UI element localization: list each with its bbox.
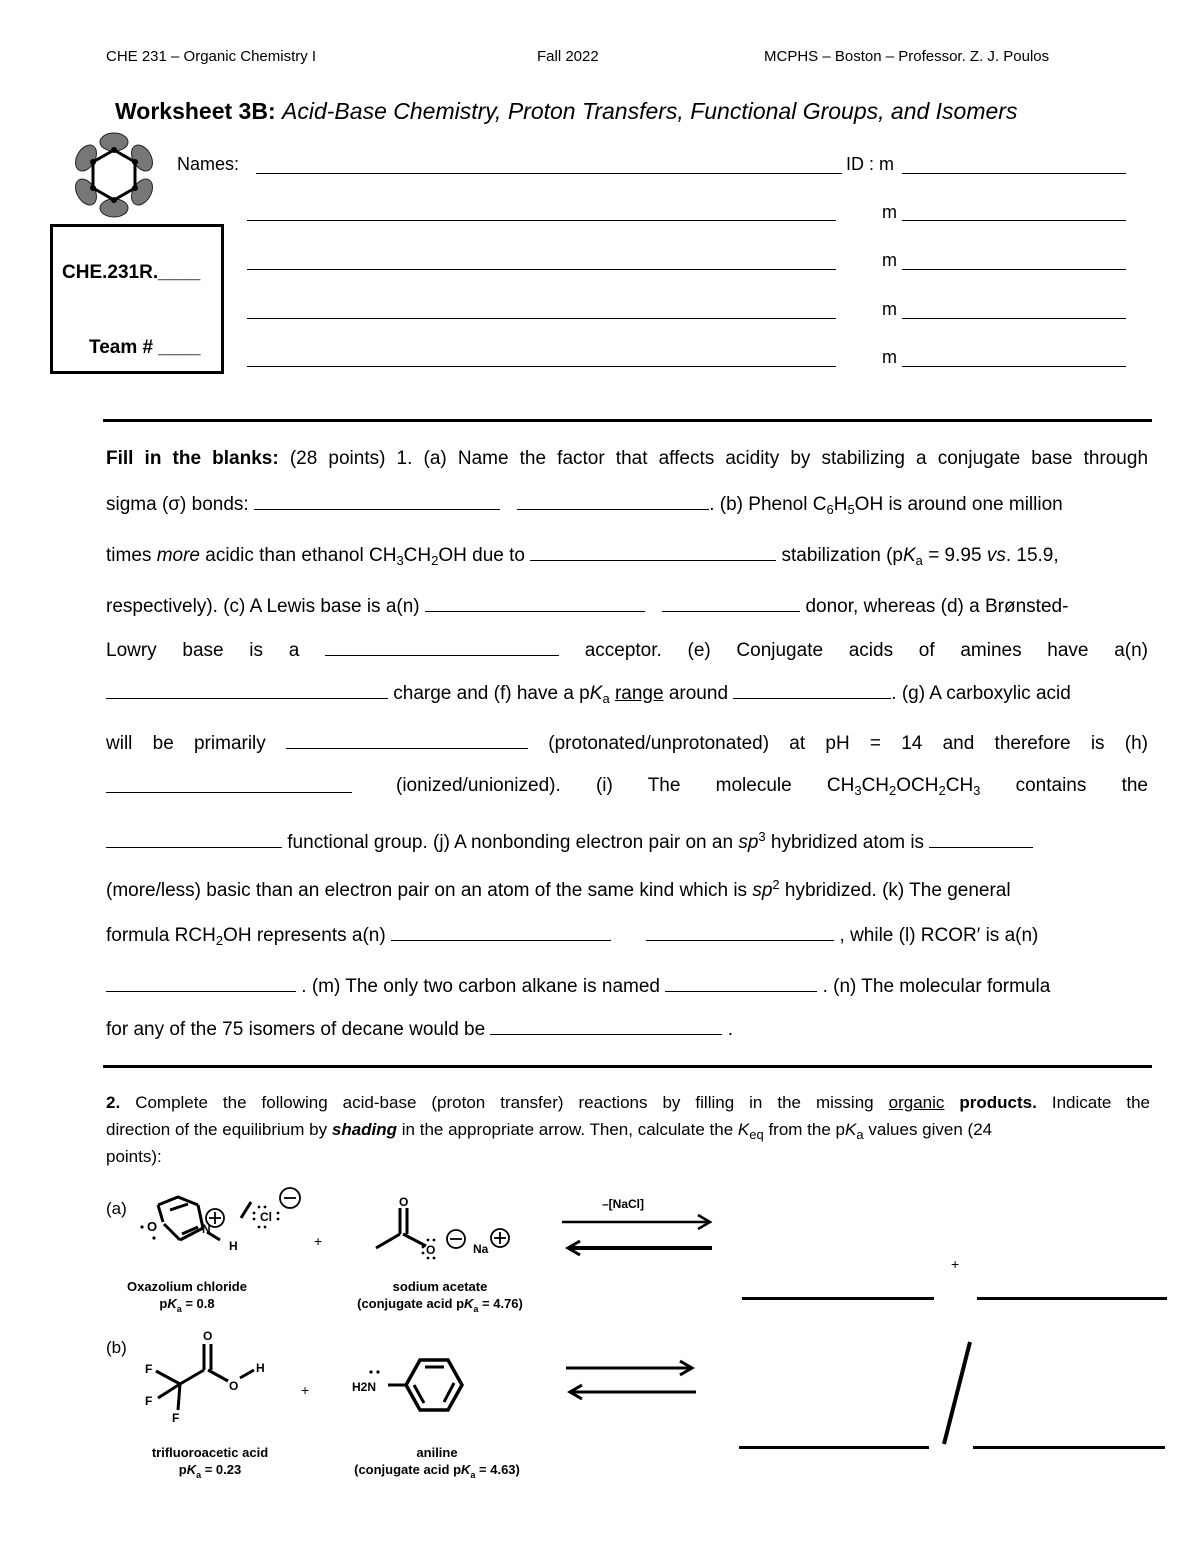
name-field-3[interactable] xyxy=(247,269,836,270)
id-field-2[interactable] xyxy=(902,220,1126,221)
q2-instructions: 2. Complete the following acid-base (proton transfer) reactions by filling in the missing organic products. Indicate the direction of the equilibrium by shading in the appropriate arrow. Then, calculate the $K_{eq}$ from the $pK_a$ values given (24 points): xyxy=(106,1093,1151,1166)
title-bold: Worksheet 3B xyxy=(115,98,268,124)
id-label: ID : m xyxy=(846,154,894,174)
svg-text:Na: Na xyxy=(473,1242,489,1256)
blank-l[interactable] xyxy=(106,974,296,992)
svg-text:F: F xyxy=(172,1411,180,1425)
svg-text:N: N xyxy=(202,1222,211,1236)
team-label[interactable]: Team # ____ xyxy=(89,337,201,358)
id-field-3[interactable] xyxy=(902,269,1126,270)
svg-text:H2N: H2N xyxy=(352,1380,377,1394)
svg-text:H: H xyxy=(256,1361,265,1375)
section-team-box xyxy=(50,224,224,374)
name-field-4[interactable] xyxy=(247,318,836,319)
aniline-label: aniline (conjugate acid $pK_a = 4.63$) xyxy=(354,1445,520,1480)
plus-b: + xyxy=(301,1382,310,1398)
blank-j[interactable] xyxy=(929,830,1033,848)
oxazolium-chloride-structure xyxy=(128,1180,308,1260)
reaction-a-label: (a) xyxy=(106,1199,127,1218)
q1-line-1: Fill in the blanks: (28 points) 1. (a) Name the factor that affects acidity by stabilizing a conjugate base through xyxy=(106,448,1149,469)
blank-e[interactable] xyxy=(106,681,388,699)
slash-separator-icon xyxy=(936,1338,976,1448)
q1-line-5: Lowry base is a acceptor. (e) Conjugate acids of amines have a(n) xyxy=(106,640,1148,661)
svg-text:O: O xyxy=(147,1219,158,1234)
blank-a1[interactable] xyxy=(254,492,500,510)
svg-text:F: F xyxy=(145,1362,153,1376)
trifluoroacetic-acid-structure xyxy=(140,1326,280,1426)
q1-line-8: (ionized/unionized). (i) The molecule $CH_3CH_2OCH_2CH_3$ contains the xyxy=(106,775,1148,799)
blank-m[interactable] xyxy=(665,974,817,992)
q1-line-4: respectively). (c) A Lewis base is a(n) donor, whereas (d) a Brønsted- xyxy=(106,596,1069,617)
product-blank-a2[interactable] xyxy=(977,1297,1167,1300)
oxazolium-label: Oxazolium chloride $pK_a = 0.8$ xyxy=(127,1279,247,1314)
blank-n2[interactable] xyxy=(548,1017,606,1035)
q1-line-3: times more acidic than ethanol $CH_3CH_2OH$ due to stabilization ($pK_a = 9.95$ vs. 15.9, xyxy=(106,545,1059,568)
divider-1 xyxy=(103,419,1152,422)
equilibrium-arrows-a[interactable] xyxy=(560,1212,720,1256)
blank-f[interactable] xyxy=(733,681,891,699)
blank-a2[interactable] xyxy=(517,492,709,510)
header-course: CHE 231 – Organic Chemistry I xyxy=(106,48,317,65)
blank-g[interactable] xyxy=(286,731,528,749)
product-blank-a1[interactable] xyxy=(742,1297,934,1300)
reaction-b-label: (b) xyxy=(106,1338,127,1357)
blank-c1[interactable] xyxy=(425,594,645,612)
id-prefix-4: m xyxy=(882,299,897,319)
svg-text:F: F xyxy=(145,1394,153,1408)
title-sep: : xyxy=(267,98,276,124)
q1-line-2: sigma (σ) bonds: . (b) Phenol $C_6H_5OH$ is around one million xyxy=(106,494,1063,517)
q1-line-7: will be primarily (protonated/unprotonated) at pH = 14 and therefore is (h) xyxy=(106,733,1149,754)
blank-d[interactable] xyxy=(325,638,559,656)
header-school: MCPHS – Boston – Professor. Z. J. Poulos xyxy=(764,48,1050,65)
aniline-structure xyxy=(348,1350,478,1420)
blank-n4[interactable] xyxy=(664,1017,722,1035)
blank-i[interactable] xyxy=(106,830,282,848)
equilibrium-arrows-b[interactable] xyxy=(560,1358,705,1400)
trifluoroacetic-label: trifluoroacetic acid $pK_a = 0.23$ xyxy=(151,1445,269,1480)
worksheet-title xyxy=(115,98,1017,125)
id-field-5[interactable] xyxy=(902,366,1126,367)
header-term: Fall 2022 xyxy=(537,48,599,65)
q1-line-12: . (m) The only two carbon alkane is named . (n) The molecular formula xyxy=(106,974,1148,998)
product-blank-b1[interactable] xyxy=(739,1446,929,1449)
sodium-acetate-structure xyxy=(370,1190,520,1260)
q1-line-11: formula $RCH_2OH$ represents a(n) , while (l) RCOR′ is a(n) xyxy=(106,925,1039,948)
id-field-1[interactable] xyxy=(902,173,1126,174)
plus-a: + xyxy=(314,1233,323,1249)
name-field-2[interactable] xyxy=(247,220,836,221)
svg-text:H: H xyxy=(229,1239,238,1253)
q1-line-6: charge and (f) have a $pK_a$ range around . (g) A carboxylic acid xyxy=(106,681,1148,705)
svg-text:O: O xyxy=(399,1195,409,1209)
name-field-5[interactable] xyxy=(247,366,836,367)
svg-text:O: O xyxy=(203,1329,213,1343)
id-prefix-3: m xyxy=(882,250,897,270)
blank-h[interactable] xyxy=(106,775,352,793)
svg-text:Cl: Cl xyxy=(260,1210,272,1224)
blank-n1[interactable] xyxy=(490,1017,548,1035)
title-italic: Acid-Base Chemistry, Proton Transfers, Functional Groups, and Isomers xyxy=(282,98,1018,124)
names-label: Names: xyxy=(177,154,240,174)
blank-n3[interactable] xyxy=(606,1017,664,1035)
product-blank-b2[interactable] xyxy=(973,1446,1165,1449)
blank-c2[interactable] xyxy=(662,594,800,612)
q1-line-10: (more/less) basic than an electron pair on an atom of the same kind which is $sp^2$ hybridized. (k) The general xyxy=(106,877,1011,901)
nacl-byproduct: –[NaCl] xyxy=(602,1197,645,1211)
molecule-logo-icon xyxy=(64,128,164,222)
id-prefix-2: m xyxy=(882,202,897,222)
blank-b[interactable] xyxy=(530,543,776,561)
q1-line-9: functional group. (j) A nonbonding electron pair on an $sp^3$ hybridized atom is xyxy=(106,830,1148,854)
plus-a-products: + xyxy=(951,1256,960,1272)
svg-text:O: O xyxy=(426,1243,436,1257)
blank-k1[interactable] xyxy=(391,923,611,941)
blank-k2[interactable] xyxy=(646,923,834,941)
q1-line-13: for any of the 75 isomers of decane would be . xyxy=(106,1019,734,1040)
id-field-4[interactable] xyxy=(902,318,1126,319)
divider-2 xyxy=(103,1065,1152,1068)
id-prefix-5: m xyxy=(882,347,897,367)
name-field-1[interactable] xyxy=(256,173,842,174)
sodium-acetate-label: sodium acetate (conjugate acid $pK_a = 4.76$) xyxy=(357,1279,523,1314)
section-label[interactable]: CHE.231R.____ xyxy=(62,262,201,283)
svg-text:O: O xyxy=(229,1379,239,1393)
